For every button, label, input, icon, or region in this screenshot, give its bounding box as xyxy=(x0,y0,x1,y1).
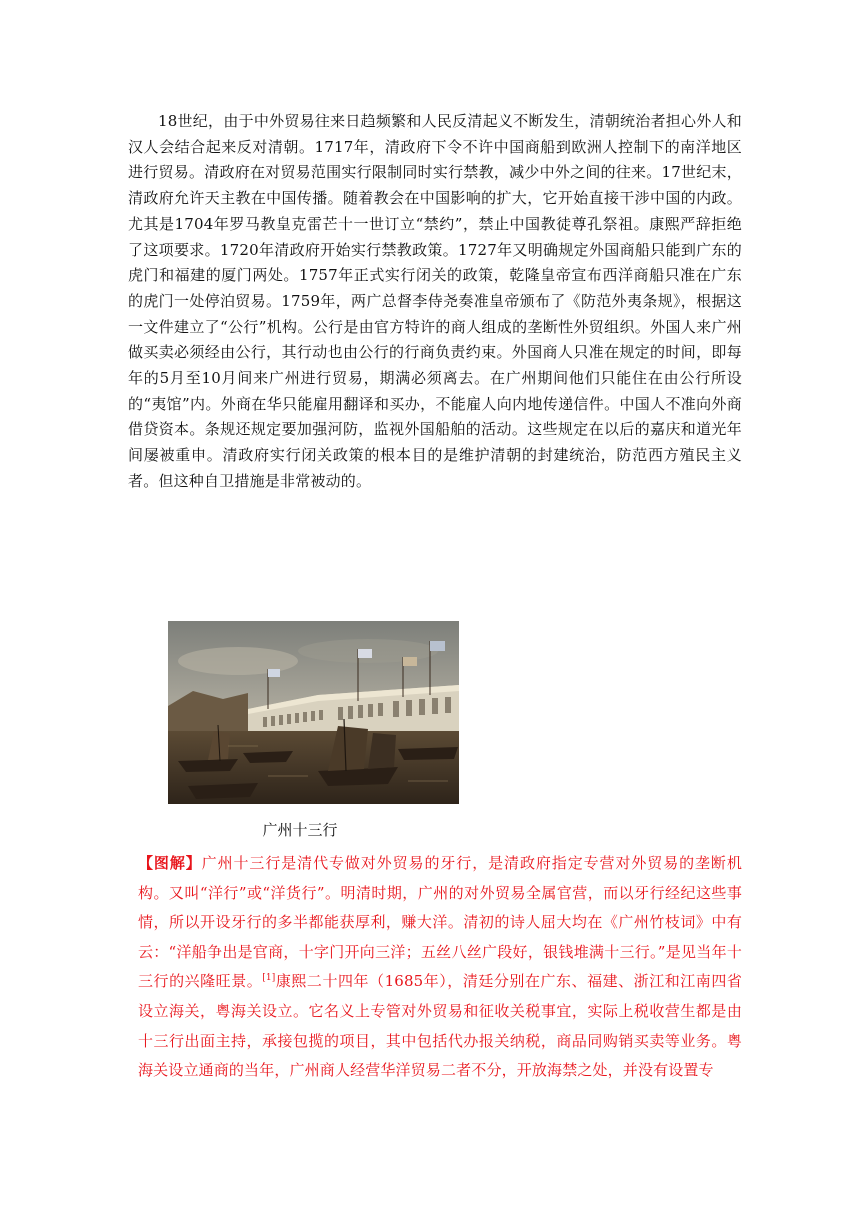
main-paragraph: 18世纪，由于中外贸易往来日趋频繁和人民反清起义不断发生，清朝统治者担心外人和汉人会结合起来反对清朝。1717年，清政府下令不许中国商船到欧洲人控制下的南洋地区进行贸易。清政府在对贸易范围实行限制同时实行禁教，减少中外之间的往来。17世纪末，清政府允许天主教在中国传播。随着教会在中国影响的扩大，它开始直接干涉中国的内政。尤其是1704年罗马教皇克雷芒十一世订立“禁约”，禁止中国教徒尊孔祭祖。康熙严辞拒绝了这项要求。1720年清政府开始实行禁教政策。1727年又明确规定外国商船只能到广东的虎门和福建的厦门两处。1757年正式实行闭关的政策，乾隆皇帝宣布西洋商船只准在广东的虎门一处停泊贸易。1759年，两广总督李侍尧奏准皇帝颁布了《防范外夷条规》，根据这一文件建立了“公行”机构。公行是由官方特许的商人组成的垄断性外贸组织。外国人来广州做买卖必须经由公行，其行动也由公行的行商负责约束。外国商人只准在规定的时间，即每年的5月至10月间来广州进行贸易，期满必须离去。在广州期间他们只能住在由公行所设的“夷馆”内。外商在华只能雇用翻译和买办，不能雇人向内地传递信件。中国人不准向外商借贷资本。条规还规定要加强河防，监视外国船舶的活动。这些规定在以后的嘉庆和道光年间屡被重申。清政府实行闭关政策的根本目的是维护清朝的封建统治，防范西方殖民主义者。但这种自卫措施是非常被动的。 xyxy=(128,112,742,490)
canton-thirteen-factories-painting xyxy=(168,621,459,804)
annotation-paragraph xyxy=(138,849,742,1086)
annotation-lead-label: 【图解】 xyxy=(138,854,202,872)
annotation-text-part2: 康熙二十四年（1685年），清廷分别在广东、福建、浙江和江南四省设立海关，粤海关设立。它名义上专管对外贸易和征收关税事宜，实际上税收营生都是由十三行出面主持，承接包揽的项目，其中包括代办报关纳税，商品同购销买卖等业务。粤海关设立通商的当年，广州商人经营华洋贸易二者不分，开放海禁之处，并没有设置专 xyxy=(138,972,743,1080)
figure-caption: 广州十三行 xyxy=(262,821,338,839)
annotation-text-part1: 广州十三行是清代专做对外贸易的牙行，是清政府指定专营对外贸易的垄断机构。又叫“洋行”或“洋货行”。明清时期，广州的对外贸易全属官营，而以牙行经纪这些事情，所以开设牙行的多半都能获厚利，赚大洋。清初的诗人屈大均在《广州竹枝词》中有云：“洋船争出是官商，十字门开向三洋；五丝八丝广段好，银钱堆满十三行。”是见当年十三行的兴隆旺景。 xyxy=(138,854,742,991)
footnote-marker: [1] xyxy=(262,973,276,984)
